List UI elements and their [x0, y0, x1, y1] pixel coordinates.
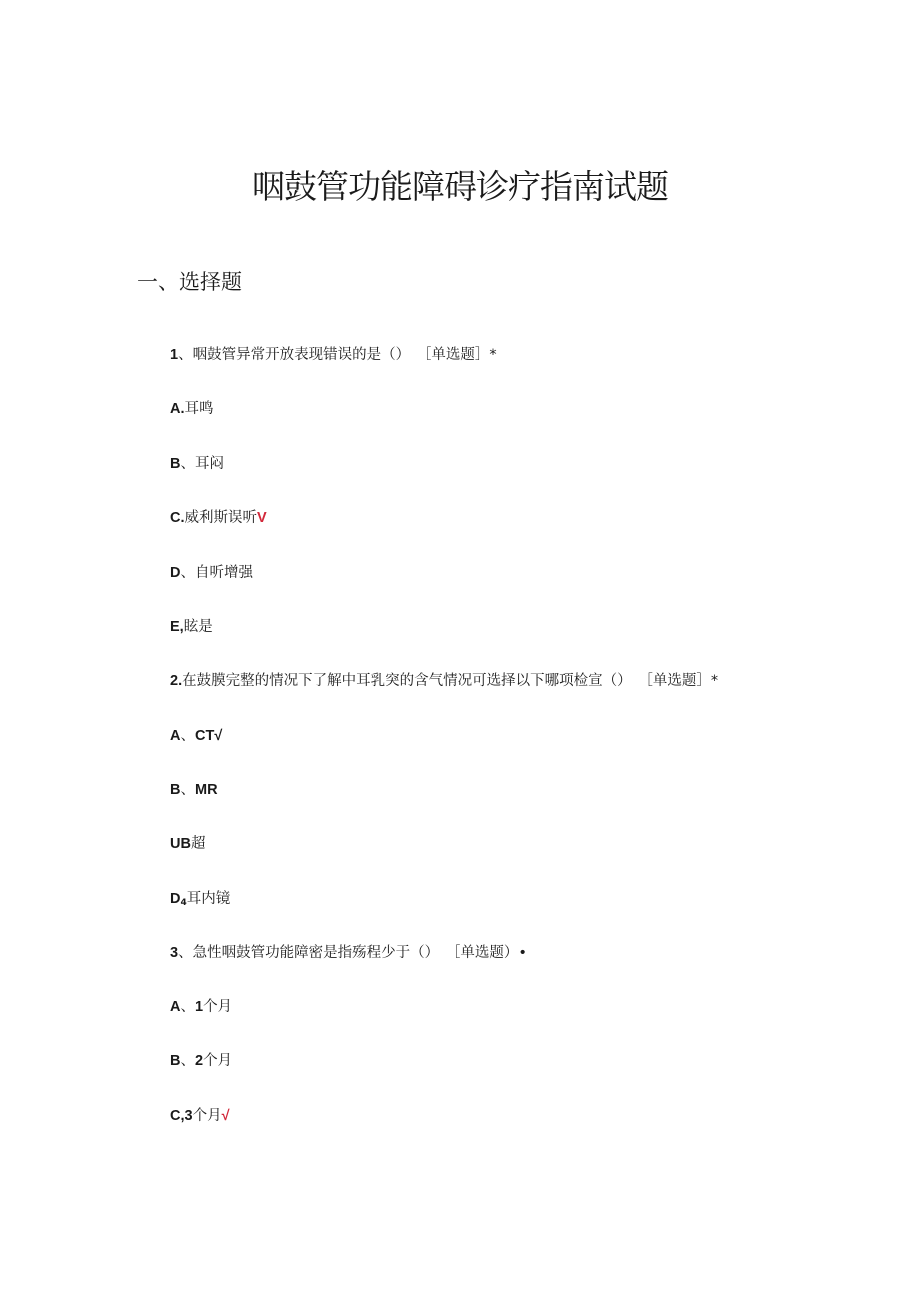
- question-type-tag: ［单选题）•: [453, 945, 527, 961]
- option-b: [170, 1050, 232, 1072]
- correct-answer-mark: √: [214, 728, 223, 744]
- option-label: B: [170, 456, 181, 472]
- option-separator: 、: [180, 782, 195, 798]
- option-c: [170, 1105, 230, 1127]
- option-label: UB: [170, 836, 191, 852]
- option-label: A: [170, 999, 181, 1015]
- option-separator: 、: [180, 999, 195, 1015]
- option-text: 个月: [203, 999, 233, 1015]
- correct-answer-mark: V: [257, 510, 267, 526]
- option-a: [170, 996, 232, 1018]
- question-type-tag: ［单选题］*: [645, 673, 719, 689]
- option-number: 1: [194, 999, 204, 1015]
- document-title: 咽鼓管功能障碍诊疗指南试题: [252, 167, 668, 206]
- option-label: C.: [170, 510, 185, 526]
- option-text: 超: [190, 836, 206, 852]
- option-text: CT: [194, 728, 215, 744]
- option-label: B: [170, 1053, 181, 1069]
- question-number: 3: [170, 945, 179, 961]
- option-label: D: [170, 891, 181, 907]
- question-text: 、急性咽鼓管功能障密是指殇程少于（）: [178, 945, 440, 961]
- option-subscript: 4: [180, 898, 187, 908]
- option-label: C,3: [170, 1108, 193, 1124]
- option-b: [170, 453, 224, 475]
- option-label: A.: [170, 401, 185, 417]
- option-text: 、耳闷: [180, 456, 224, 472]
- option-b: [170, 779, 218, 801]
- option-text: 威利斯误听: [184, 510, 257, 526]
- option-text: 个月: [192, 1108, 222, 1124]
- option-text: 耳鸣: [184, 401, 214, 417]
- option-separator: 、: [180, 1053, 195, 1069]
- question-number: 2.: [170, 673, 183, 689]
- option-text: 个月: [203, 1053, 233, 1069]
- correct-answer-mark: √: [221, 1108, 230, 1124]
- question-2: [170, 670, 718, 692]
- option-text: 、自听增强: [180, 565, 253, 581]
- option-number: 2: [194, 1053, 204, 1069]
- question-text: 在鼓膜完整的情况下了解中耳乳突的含气情况可选择以下哪项检宣（）: [182, 673, 632, 689]
- question-type-tag: ［单选题］*: [424, 347, 497, 363]
- option-d: [170, 562, 253, 584]
- option-text: MR: [194, 782, 218, 798]
- option-c: [170, 833, 205, 855]
- question-number: 1: [170, 347, 179, 363]
- option-label: E,: [170, 619, 184, 635]
- option-c: [170, 507, 267, 529]
- section-heading: 一、选择题: [137, 270, 242, 294]
- question-text: 、咽鼓管异常开放表现错误的是（）: [178, 347, 411, 363]
- option-text: 眩是: [183, 619, 213, 635]
- question-3: [170, 942, 527, 964]
- question-1: [170, 344, 497, 366]
- option-separator: 、: [180, 728, 195, 744]
- option-a: [170, 725, 222, 747]
- option-a: [170, 398, 214, 420]
- option-label: B: [170, 782, 181, 798]
- option-text: 耳内镜: [186, 891, 231, 907]
- option-e: [170, 616, 213, 638]
- option-label: A: [170, 728, 181, 744]
- option-label: D: [170, 565, 181, 581]
- option-d: [170, 888, 230, 914]
